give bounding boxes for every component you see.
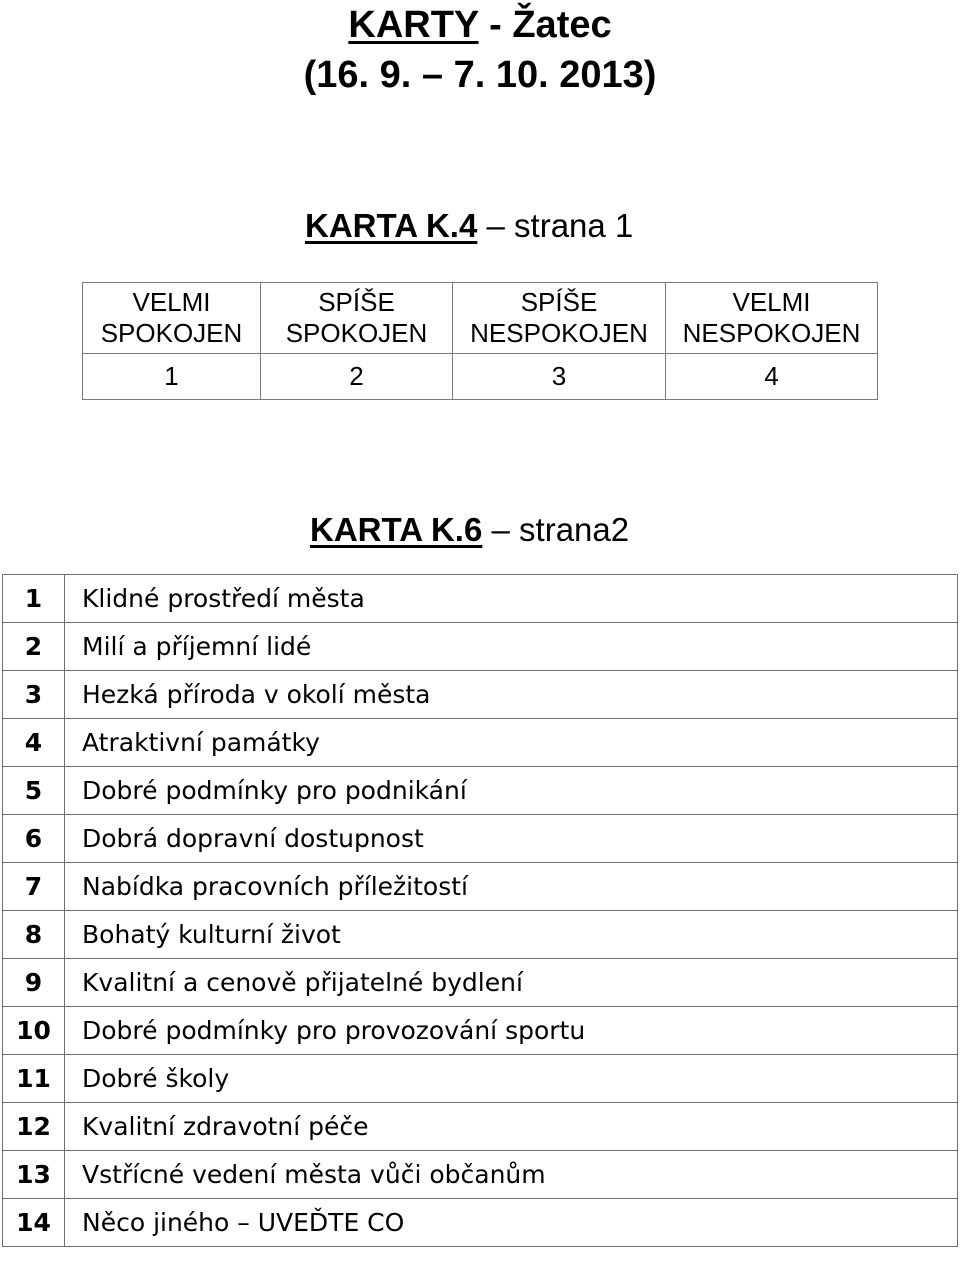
item-text: Dobré podmínky pro provozování sportu: [65, 1007, 958, 1055]
card-k4-label: KARTA K.4: [305, 207, 478, 244]
item-text: Kvalitní a cenově přijatelné bydlení: [65, 959, 958, 1007]
item-number: 10: [3, 1007, 65, 1055]
item-number: 7: [3, 863, 65, 911]
item-number: 8: [3, 911, 65, 959]
table-row: [3, 1055, 958, 1103]
table-row: [3, 863, 958, 911]
item-number: 4: [3, 719, 65, 767]
item-number: 3: [3, 671, 65, 719]
item-text: Atraktivní památky: [65, 719, 958, 767]
scale-value-cell: 4: [666, 354, 878, 400]
scale-label-cell: SPÍŠE NESPOKOJEN: [453, 283, 666, 354]
card-k4-suffix: – strana 1: [477, 207, 634, 244]
item-number: 12: [3, 1103, 65, 1151]
scale-value-cell: 2: [261, 354, 453, 400]
item-text: Bohatý kulturní život: [65, 911, 958, 959]
item-text: Vstřícné vedení města vůči občanům: [65, 1151, 958, 1199]
date-range: (16. 9. – 7. 10. 2013): [303, 54, 657, 96]
page-title-rest: - Žatec: [478, 4, 612, 46]
page-title-karty: KARTY: [348, 4, 479, 46]
scale-label-cell: VELMI NESPOKOJEN: [666, 283, 878, 354]
table-row: [3, 719, 958, 767]
table-row: [3, 1103, 958, 1151]
item-text: Klidné prostředí města: [65, 575, 958, 623]
item-number: 9: [3, 959, 65, 1007]
scale-labels-row: [83, 283, 878, 354]
table-row: [3, 671, 958, 719]
items-table: [2, 574, 958, 1247]
item-text: Dobré podmínky pro podnikání: [65, 767, 958, 815]
table-row: [3, 623, 958, 671]
item-text: Nabídka pracovních příležitostí: [65, 863, 958, 911]
item-number: 6: [3, 815, 65, 863]
table-row: [3, 767, 958, 815]
item-number: 13: [3, 1151, 65, 1199]
table-row: [3, 1199, 958, 1247]
table-row: [3, 959, 958, 1007]
item-number: 1: [3, 575, 65, 623]
item-text: Kvalitní zdravotní péče: [65, 1103, 958, 1151]
item-text: Hezká příroda v okolí města: [65, 671, 958, 719]
item-number: 5: [3, 767, 65, 815]
scale-label-cell: SPÍŠE SPOKOJEN: [261, 283, 453, 354]
table-row: [3, 575, 958, 623]
scale-value-cell: 3: [453, 354, 666, 400]
item-text: Něco jiného – UVEĎTE CO: [65, 1199, 958, 1247]
satisfaction-scale-table: [82, 282, 878, 400]
card-k4-heading: [305, 206, 633, 246]
scale-label-cell: VELMI SPOKOJEN: [83, 283, 261, 354]
scale-values-row: [83, 354, 878, 400]
item-number: 2: [3, 623, 65, 671]
card-k6-label: KARTA K.6: [310, 511, 483, 548]
table-row: [3, 1151, 958, 1199]
item-text: Dobré školy: [65, 1055, 958, 1103]
table-row: [3, 911, 958, 959]
page-title: [0, 2, 960, 48]
item-number: 14: [3, 1199, 65, 1247]
item-number: 11: [3, 1055, 65, 1103]
card-k6-heading: [310, 510, 629, 550]
table-row: [3, 1007, 958, 1055]
item-text: Milí a příjemní lidé: [65, 623, 958, 671]
scale-value-cell: 1: [83, 354, 261, 400]
card-k6-suffix: – strana2: [482, 511, 630, 548]
table-row: [3, 815, 958, 863]
item-text: Dobrá dopravní dostupnost: [65, 815, 958, 863]
